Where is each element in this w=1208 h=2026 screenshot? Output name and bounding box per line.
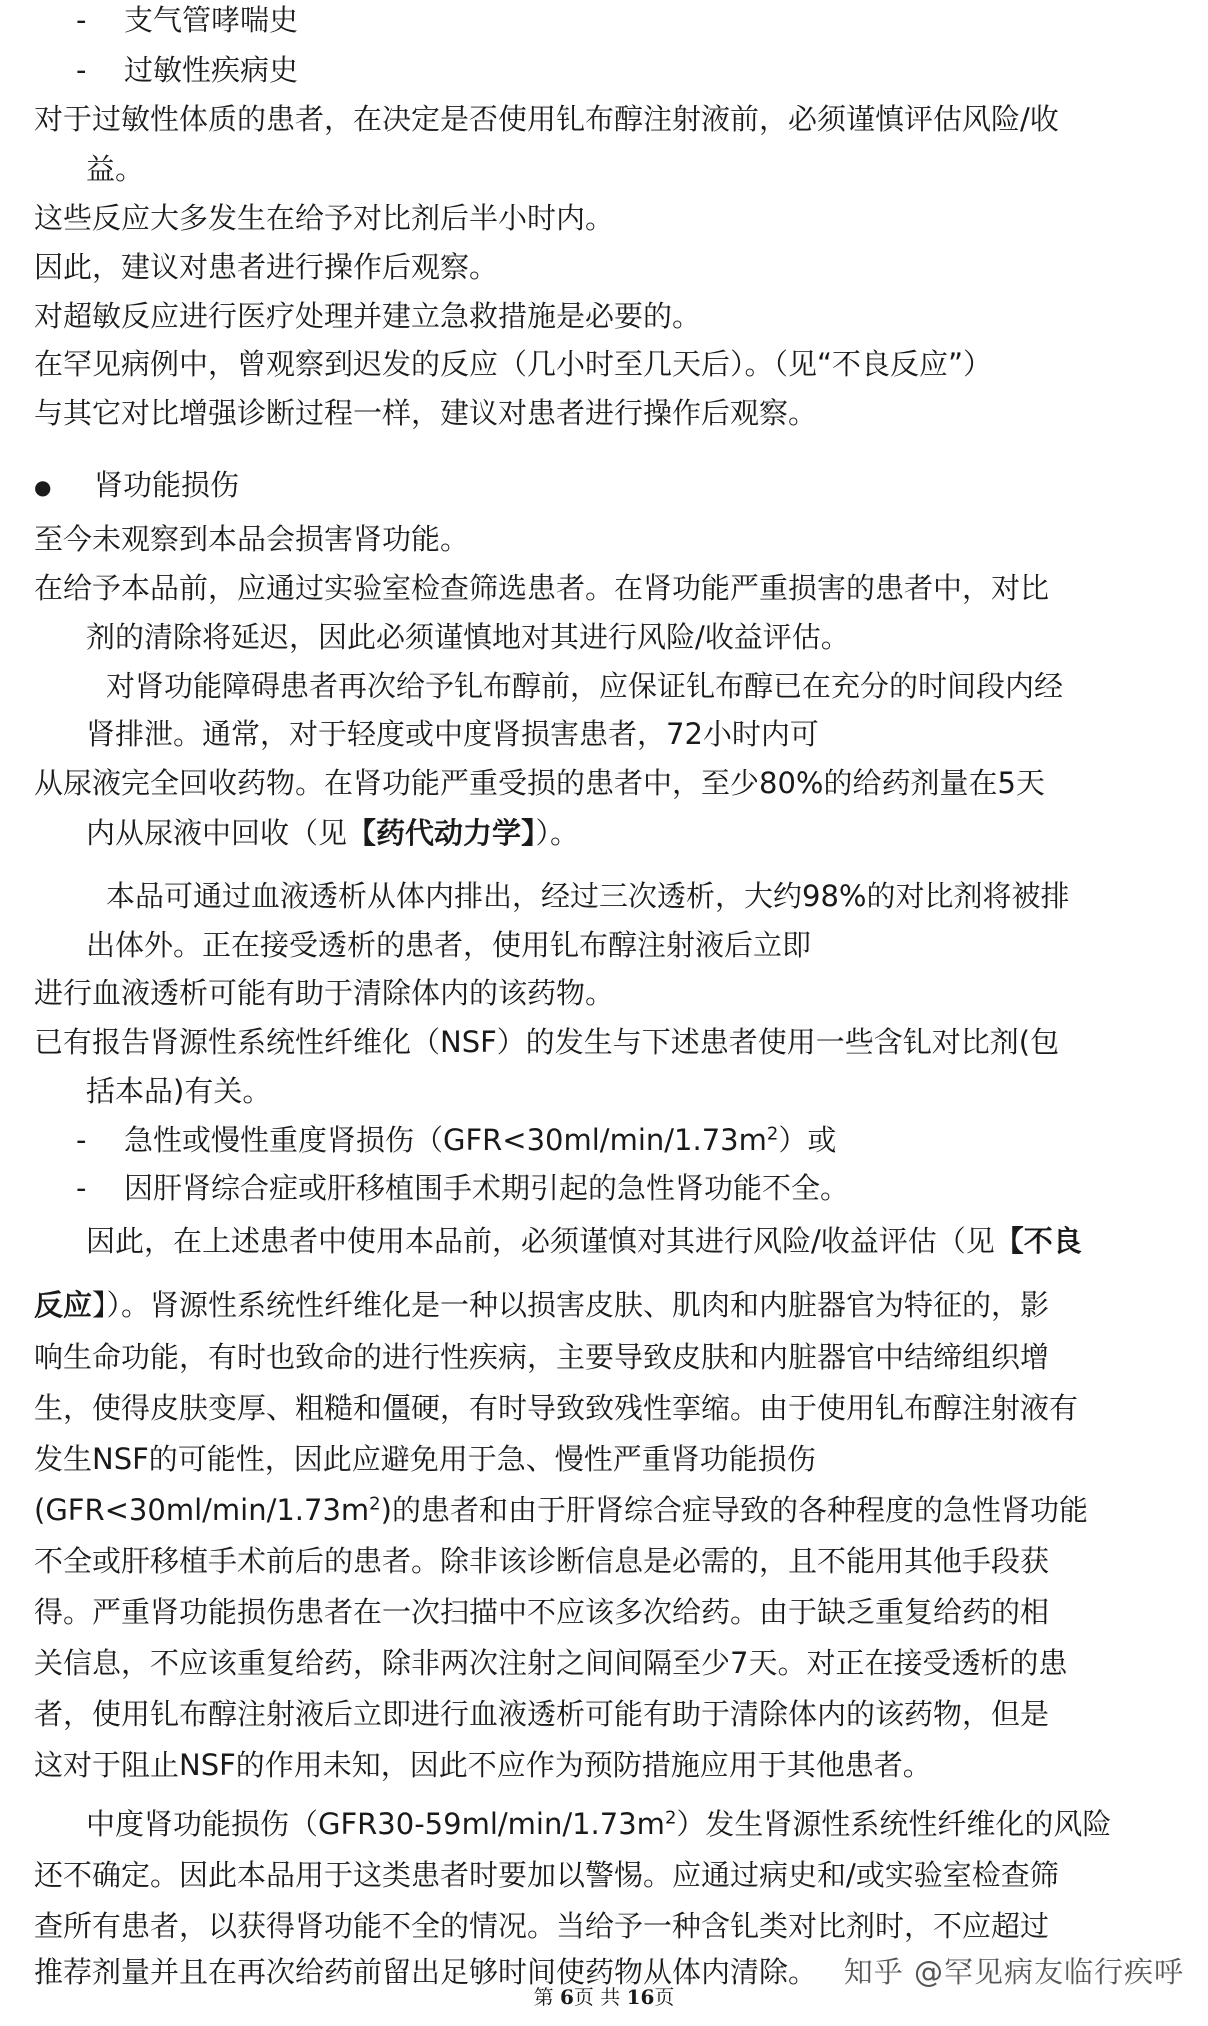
page-footer: [0, 1981, 1208, 2010]
line-text: 因此，在上述患者中使用本品前，必须谨慎对其进行风险/收益评估（见: [86, 1224, 995, 1258]
paragraph-line: [86, 1804, 1111, 1844]
paragraph-line: 得。严重肾功能损伤患者在一次扫描中不应该多次给药。由于缺乏重复给药的相: [34, 1595, 1050, 1629]
dash-marker: -: [76, 1171, 87, 1205]
superscript: 2: [369, 1493, 381, 1515]
paragraph-line: 者，使用钆布醇注射液后立即进行血液透析可能有助于清除体内的该药物，但是: [34, 1697, 1050, 1731]
line-text: 中度肾功能损伤（GFR30-59ml/min/1.73m: [86, 1807, 665, 1841]
dash-marker: -: [76, 1123, 87, 1157]
paragraph-line: 至今未观察到本品会损害肾功能。: [34, 522, 470, 556]
line-text: 】）。肾源性系统性纤维化是一种以损害皮肤、肌肉和内脏器官为特征的，影: [92, 1288, 1050, 1322]
paragraph-line: 剂的清除将延迟，因此必须谨慎地对其进行风险/收益评估。: [86, 620, 850, 654]
list-item: [76, 1168, 849, 1208]
line-text: ）发生肾源性系统性纤维化的风险: [676, 1807, 1112, 1841]
line-text: 过敏性疾病史: [124, 53, 299, 87]
paragraph-line: 发生NSF的可能性，因此应避免用于急、慢性严重肾功能损伤: [34, 1442, 816, 1476]
paragraph-line: 已有报告肾源性系统性纤维化（NSF）的发生与下述患者使用一些含钆对比剂(包: [34, 1025, 1060, 1059]
paragraph-line: 对于过敏性体质的患者，在决定是否使用钆布醇注射液前，必须谨慎评估风险/收: [34, 102, 1059, 136]
section-heading: [34, 465, 239, 507]
dash-marker: -: [76, 3, 87, 37]
reference-text: 【不良: [994, 1224, 1082, 1258]
line-text: ）或: [778, 1123, 837, 1157]
superscript: 2: [766, 1123, 779, 1145]
paragraph-line: 出体外。正在接受透析的患者，使用钆布醇注射液后立即: [86, 928, 812, 962]
paragraph-line: [86, 1221, 1082, 1261]
heading-text: 肾功能损伤: [94, 468, 240, 502]
paragraph-line: 查所有患者，以获得肾功能不全的情况。当给予一种含钆类对比剂时，不应超过: [34, 1909, 1050, 1943]
dash-marker: -: [76, 53, 87, 87]
paragraph-line: 响生命功能，有时也致命的进行性疾病，主要导致皮肤和内脏器官中结缔组织增: [34, 1340, 1050, 1374]
list-item: [76, 0, 298, 40]
list-item: [76, 1120, 836, 1160]
paragraph-line: 与其它对比增强诊断过程一样，建议对患者进行操作后观察。: [34, 396, 818, 430]
paragraph-line: 对肾功能障碍患者再次给予钆布醇前，应保证钆布醇已在充分的时间段内经: [106, 669, 1064, 703]
paragraph-line: 生，使得皮肤变厚、粗糙和僵硬，有时导致致残性挛缩。由于使用钆布醇注射液有: [34, 1391, 1079, 1425]
footer-text: 页: [654, 1985, 675, 2009]
footer-text: 第: [533, 1985, 554, 2009]
watermark: 知乎 @罕见病友临行疾呼: [843, 1955, 1184, 1989]
paragraph-line: [34, 1285, 1049, 1325]
page-number: 6: [559, 1985, 574, 2009]
line-text: (GFR<30ml/min/1.73m: [34, 1493, 370, 1527]
paragraph-line: 进行血液透析可能有助于清除体内的该药物。: [34, 976, 615, 1010]
paragraph-line: [86, 813, 579, 853]
paragraph-line: 在罕见病例中，曾观察到迟发的反应（几小时至几天后）。（见“不良反应”）: [34, 347, 993, 381]
paragraph-line: [34, 1490, 1088, 1530]
paragraph-line: 推荐剂量并且在再次给药前留出足够时间使药物从体内清除。: [34, 1955, 818, 1989]
footer-text: 页 共: [573, 1985, 621, 2009]
paragraph-line: 不全或肝移植手术前后的患者。除非该诊断信息是必需的，且不能用其他手段获: [34, 1544, 1050, 1578]
paragraph-line: 肾排泄。通常，对于轻度或中度肾损害患者，72小时内可: [86, 717, 819, 751]
paragraph-line: 在给予本品前，应通过实验室检查筛选患者。在肾功能严重损害的患者中，对比: [34, 571, 1050, 605]
paragraph-line: 还不确定。因此本品用于这类患者时要加以警惕。应通过病史和/或实验室检查筛: [34, 1858, 1059, 1892]
reference-text: 【药代动力学】: [347, 816, 536, 850]
reference-text: 反应: [34, 1288, 93, 1322]
paragraph-line: 这些反应大多发生在给予对比剂后半小时内。: [34, 201, 615, 235]
paragraph-line: 这对于阻止NSF的作用未知，因此不应作为预防措施应用于其他患者。: [34, 1748, 932, 1782]
line-text: 急性或慢性重度肾损伤（GFR<30ml/min/1.73m: [124, 1123, 767, 1157]
paragraph-line: 因此，建议对患者进行操作后观察。: [34, 250, 499, 284]
paragraph-line: 本品可通过血液透析从体内排出，经过三次透析，大约98%的对比剂将被排: [106, 879, 1070, 913]
line-text: 支气管哮喘史: [124, 3, 299, 37]
page-total: 16: [626, 1985, 655, 2009]
line-text: 内从尿液中回收（见: [86, 816, 348, 850]
line-text: ）。: [535, 816, 580, 850]
superscript: 2: [664, 1807, 677, 1829]
paragraph-line: 从尿液完全回收药物。在肾功能严重受损的患者中，至少80%的给药剂量在5天: [34, 766, 1045, 800]
paragraph-line: 益。: [86, 152, 145, 186]
line-text: )的患者和由于肝肾综合症导致的各种程度的急性肾功能: [380, 1493, 1088, 1527]
line-text: 因肝肾综合症或肝移植围手术期引起的急性肾功能不全。: [124, 1171, 850, 1205]
paragraph-line: 关信息，不应该重复给药，除非两次注射之间间隔至少7天。对正在接受透析的患: [34, 1646, 1068, 1680]
bullet-icon: ●: [34, 475, 52, 499]
paragraph-line: 对超敏反应进行医疗处理并建立急救措施是必要的。: [34, 299, 702, 333]
list-item: [76, 50, 298, 90]
paragraph-line: 括本品)有关。: [86, 1074, 272, 1108]
